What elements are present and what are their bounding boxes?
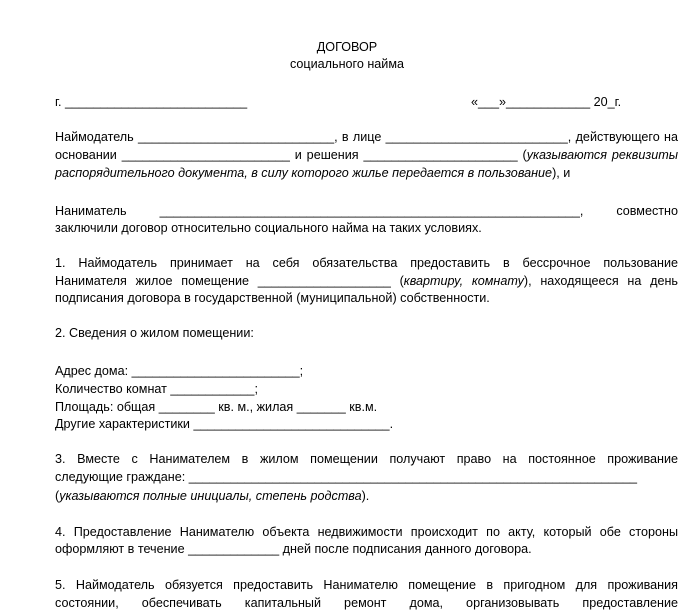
clause-2-heading: 2. Сведения о жилом помещении:: [55, 326, 254, 340]
document-subtitle: социального найма: [289, 57, 405, 71]
other-characteristics-field: Другие характеристики ____________________________.: [55, 417, 394, 431]
date-field: «___»____________ 20_г.: [471, 95, 622, 109]
intro-line-3: [55, 165, 678, 181]
address-field: Адрес дома: ________________________;: [55, 364, 304, 378]
clause-1-line-2-text: Нанимателя жилое помещение ___________________ (: [55, 274, 404, 288]
area-field: Площадь: общая ________ кв. м., жилая _______ кв.м.: [55, 400, 378, 414]
intro-line-3-italic: распорядительного документа, в силу которого жилье передается в пользование: [55, 166, 553, 180]
clause-4-line-1: 4. Предоставление Нанимателю объекта недвижимости происходит по акту, который обе стороны: [55, 525, 678, 539]
document-title: ДОГОВОР: [316, 40, 378, 54]
intro-line-2: [55, 147, 678, 163]
clause-5-line-2: состоянии, обеспечивать капитальный ремонт дома, организовывать предоставление: [55, 596, 678, 610]
clause-5-line-1: 5. Наймодатель обязуется предоставить Нанимателю помещение в пригодном для проживания: [55, 578, 678, 592]
city-field: г. __________________________: [55, 95, 248, 109]
clause-4-line-2: оформляют в течение _____________ дней после подписания данного договора.: [55, 542, 532, 556]
clause-1-line-2-italic: квартиру, комнату: [403, 274, 524, 288]
clause-3-line-3-close: ).: [361, 489, 370, 503]
clause-1-line-2: [55, 273, 678, 289]
clause-1-line-2-end: ), находящееся на день: [523, 274, 678, 288]
clause-3-line-1: 3. Вместе с Нанимателем в жилом помещении получают право на постоянное проживание: [55, 452, 678, 466]
clause-1-line-1: 1. Наймодатель принимает на себя обязательства предоставить в бессрочное пользование: [55, 256, 678, 270]
tenant-line-1: Наниматель ____________________________________________________________, совместно: [55, 204, 678, 218]
clause-3-line-3-open: (: [55, 489, 60, 503]
intro-line-2-italic: указываются реквизиты: [526, 148, 678, 162]
tenant-line-2: заключили договор относительно социального найма на таких условиях.: [55, 221, 482, 235]
intro-line-1: Наймодатель ____________________________, в лице __________________________, действующего на: [55, 130, 678, 144]
clause-3-line-3: [55, 488, 678, 504]
intro-line-2-text: основании ________________________ и решения ______________________ (: [55, 148, 527, 162]
clause-3-line-2: следующие граждане: ________________________________________________________________: [55, 470, 637, 484]
clause-3-line-3-italic: указываются полные инициалы, степень родства: [59, 489, 362, 503]
rooms-field: Количество комнат ____________;: [55, 382, 258, 396]
clause-1-line-3: подписания договора в государственной (муниципальной) собственности.: [55, 291, 490, 305]
intro-line-3-text: ), и: [552, 166, 571, 180]
